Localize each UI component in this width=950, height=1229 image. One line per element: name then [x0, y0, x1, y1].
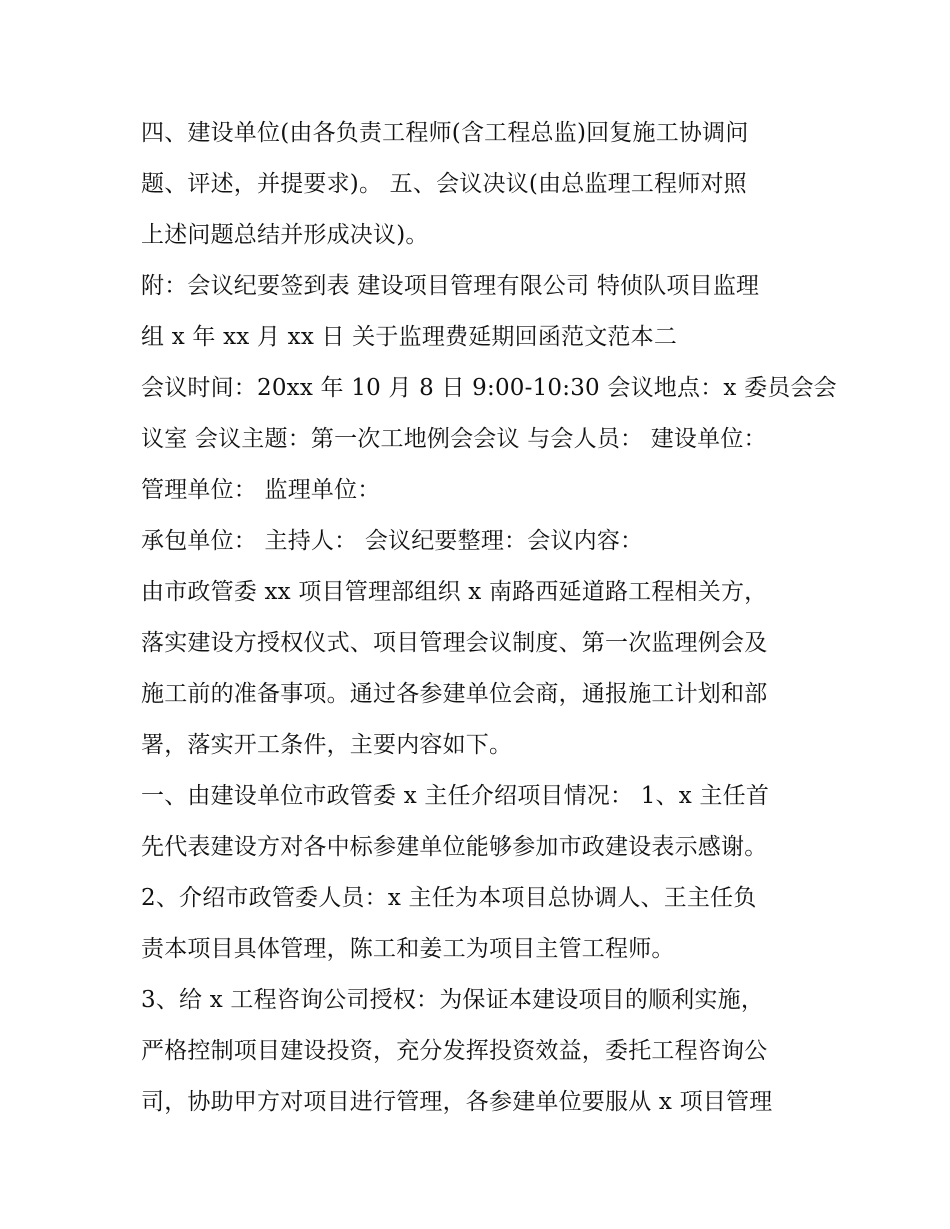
- text-line: 责本项目具体管理，陈工和姜工为项目主管工程师。: [141, 936, 675, 962]
- text-line: 会议时间：20xx 年 10 月 8 日 9:00-10:30 会议地点：x 委员会会: [141, 375, 837, 401]
- text-line: 四、建设单位(由各负责工程师(含工程总监)回复施工协调问: [141, 120, 749, 146]
- text-line: 落实建设方授权仪式、项目管理会议制度、第一次监理例会及: [141, 630, 768, 656]
- text-line: 先代表建设方对各中标参建单位能够参加市政建设表示感谢。: [141, 834, 768, 860]
- text-line: 严格控制项目建设投资，充分发挥投资效益，委托工程咨询公: [141, 1038, 768, 1064]
- text-line: 管理单位： 监理单位：: [141, 477, 381, 503]
- text-line: 2、介绍市政管委人员：x 主任为本项目总协调人、王主任负: [141, 885, 757, 911]
- text-line: 承包单位： 主持人： 会议纪要整理：会议内容：: [141, 528, 644, 554]
- text-line: 题、评述，并提要求)。 五、会议决议(由总监理工程师对照: [141, 171, 747, 197]
- text-line: 上述问题总结并形成决议)。: [141, 222, 429, 248]
- text-line: 一、由建设单位市政管委 x 主任介绍项目情况： 1、x 主任首: [141, 783, 770, 809]
- text-line: 司，协助甲方对项目进行管理，各参建单位要服从 x 项目管理: [141, 1089, 773, 1115]
- text-line: 3、给 x 工程咨询公司授权：为保证本建设项目的顺利实施，: [141, 987, 765, 1013]
- text-line: 由市政管委 xx 项目管理部组织 x 南路西延道路工程相关方，: [141, 579, 768, 605]
- text-line: 议室 会议主题：第一次工地例会会议 与会人员： 建设单位：: [141, 426, 767, 452]
- text-line: 署，落实开工条件，主要内容如下。: [141, 732, 513, 758]
- document-body: [141, 108, 837, 1128]
- text-line: 施工前的准备事项。通过各参建单位会商，通报施工计划和部: [141, 681, 768, 707]
- text-line: 附：会议纪要签到表 建设项目管理有限公司 特侦队项目监理: [141, 273, 760, 299]
- text-line: 组 x 年 xx 月 xx 日 关于监理费延期回函范文范本二: [141, 324, 678, 350]
